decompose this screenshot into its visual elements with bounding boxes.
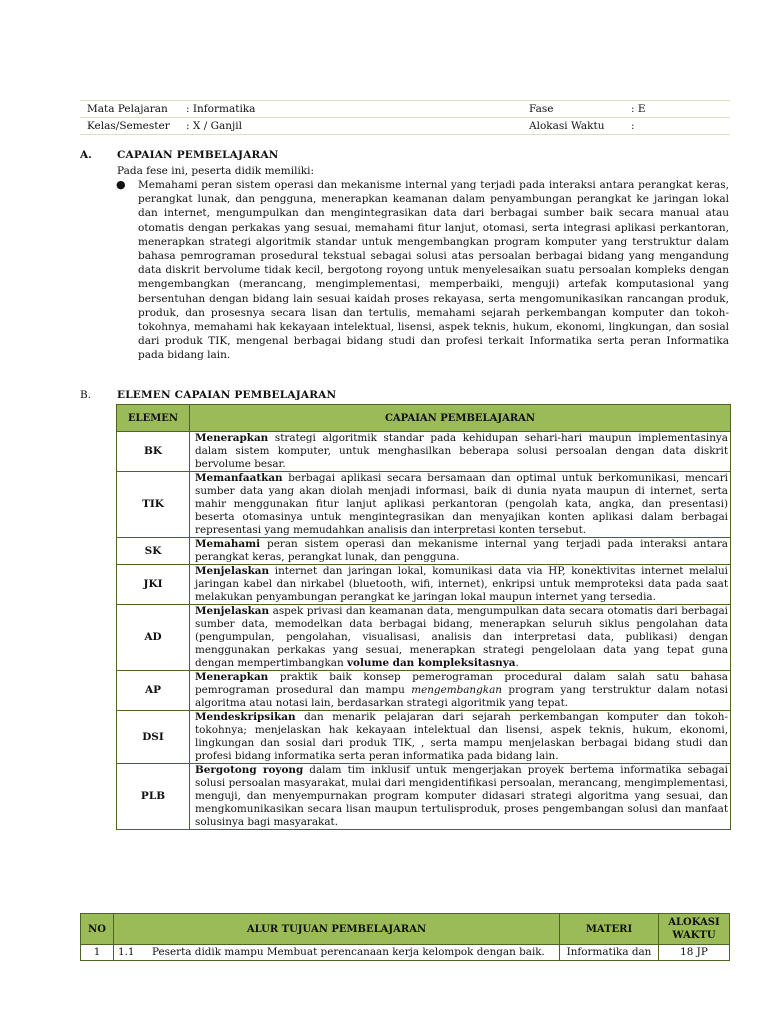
element-verb: Menerapkan <box>195 432 269 444</box>
section-a-letter: A. <box>80 149 92 161</box>
col-cp: CAPAIAN PEMBELAJARAN <box>190 405 731 432</box>
phase-label: Fase <box>529 103 554 115</box>
time-label: Alokasi Waktu <box>529 120 605 132</box>
element-desc <box>190 671 731 711</box>
col-alur: ALUR TUJUAN PEMBELAJARAN <box>114 914 560 945</box>
element-code: TIK <box>117 472 190 538</box>
table-row <box>117 605 731 671</box>
element-verb: Memahami <box>195 538 261 550</box>
element-desc <box>190 764 731 830</box>
atp-sub-number: 1.1 <box>118 946 135 958</box>
element-text: dalam tim inklusif untuk mengerjakan proyek bertema informatika sebagai solusi persoalan masyarakat, mulai dari mengidentifikasi persoalan, merancang, mengimplementasi, menguji, dan menyempurnakan program komputer didasari strategi algoritma yang sesuai, dan mengkomunikasikan secara lisan maupun tertulisproduk, proses pengembangan solusi dan manfaat solusinya bagi masyarakat. <box>195 764 728 828</box>
class-value: : X / Ganjil <box>186 120 242 132</box>
element-code: AP <box>117 671 190 711</box>
atp-table <box>80 913 730 961</box>
section-b-title: ELEMEN CAPAIAN PEMBELAJARAN <box>117 389 337 401</box>
element-verb: Bergotong royong <box>195 764 304 776</box>
time-value: : <box>631 120 635 132</box>
element-code: AD <box>117 605 190 671</box>
element-tail: . <box>515 657 519 669</box>
element-desc <box>190 711 731 764</box>
atp-alokasi: 18 JP <box>659 945 730 961</box>
element-code: PLB <box>117 764 190 830</box>
bullet-icon: ● <box>116 178 126 191</box>
element-verb: Menerapkan <box>195 671 269 683</box>
element-bold-tail: volume dan kompleksitasnya <box>346 657 516 669</box>
table-row <box>81 945 730 961</box>
element-text: aspek privasi dan keamanan data, mengumpulkan data secara otomatis dari berbagai sumber data, memodelkan data berbagai bidang, menerapkan seluruh siklus pengolahan data (pengumpulan, pengolahan, visualisasi, analisis dan interpretasi data, publikasi) dengan menggunakan perkakas yang sesuai, menerapkan strategi pengelolaan data yang tepat guna dengan mempertimbangkan <box>195 605 728 669</box>
col-element: ELEMEN <box>117 405 190 432</box>
table-row <box>117 711 731 764</box>
element-verb: Memanfaatkan <box>195 472 283 484</box>
atp-goal <box>114 945 560 961</box>
phase-value: : E <box>631 103 646 115</box>
element-desc <box>190 432 731 472</box>
atp-materi: Informatika dan <box>560 945 659 961</box>
element-text: strategi algoritmik standar pada kehidupan sehari-hari maupun implementasinya dalam sistem komputer, untuk menghasilkan beberapa solusi persoalan dengan data diskrit bervolume besar. <box>195 432 728 470</box>
element-desc <box>190 565 731 605</box>
element-code: JKI <box>117 565 190 605</box>
section-a-bullet: Memahami peran sistem operasi dan mekanisme internal yang terjadi pada interaksi antara perangkat keras, perangkat lunak, dan pengguna, menerapkan keamanan dalam penyambungan perangkat ke jaringan lokal dan internet, mengumpulkan dan mengintegrasikan data dari berbagai sumber baik secara manual atau otomatis dengan perkakas yang sesuai, memahami fitur lanjut, otomasi, serta integrasi aplikasi perkantoran, menerapkan strategi algoritmik standar untuk mengembangkan program komputer yang terstruktur dalam bahasa pemrograman prosedural tekstual sebagai solusi atas persoalan berbagai bidang yang mengandung data diskrit bervolume tidak kecil, bergotong royong untuk menyelesaikan suatu persoalan kompleks dengan mengembangkan (merancang, mengimplementasi, memperbaiki, menguji) artefak komputasional yang bersentuhan dengan bidang lain sesuai kaidah proses rekayasa, serta mengomunikasikan rancangan produk, produk, dan prosesnya secara lisan dan tertulis, memahami sejarah perkembangan komputer dan tokoh-tokohnya, memahami hak kekayaan intelektual, lisensi, aspek teknis, hukum, ekonomi, lingkungan, dan sosial dari produk TIK, mengenal berbagai bidang studi dan profesi terkait Informatika serta peran Informatika pada bidang lain. <box>138 179 729 362</box>
element-table <box>116 404 731 830</box>
header-info <box>80 100 730 135</box>
header-row-1 <box>80 101 730 117</box>
atp-no: 1 <box>81 945 114 961</box>
element-text: berbagai aplikasi secara bersamaan dan optimal untuk berkomunikasi, mencari sumber data yang akan diolah menjadi informasi, baik di dunia nyata maupun di internet, serta mahir menggunakan fitur lanjut aplikasi perkantoran (pengolah kata, angka, dan presentasi) beserta otomasinya untuk mengintegrasikan dan menyajikan konten aplikasi dalam berbagai representasi yang memudahkan analisis dan interpretasi konten tersebut. <box>195 472 728 536</box>
table-row <box>117 472 731 538</box>
col-no: NO <box>81 914 114 945</box>
col-materi: MATERI <box>560 914 659 945</box>
atp-goal-text: Peserta didik mampu Membuat perencanaan kerja kelompok dengan baik. <box>152 946 545 958</box>
col-alokasi: ALOKASI WAKTU <box>659 914 730 945</box>
element-verb: Menjelaskan <box>195 565 270 577</box>
section-b-letter: B. <box>80 389 92 401</box>
subject-value: : Informatika <box>186 103 256 115</box>
table-row <box>117 432 731 472</box>
table-row <box>117 538 731 565</box>
element-italic: mengembangkan <box>411 684 502 696</box>
element-code: DSI <box>117 711 190 764</box>
element-code: SK <box>117 538 190 565</box>
table-row <box>117 764 731 830</box>
atp-table-header <box>81 914 730 945</box>
element-text: dan menarik pelajaran dari sejarah perkembangan komputer dan tokoh-tokohnya; menjelaskan hak kekayaan intelektual dan lisensi, aspek teknis, hukum, ekonomi, lingkungan dan sosial dari produk TIK, , serta mampu menjelaskan berbagai bidang studi dan profesi bidang informatika serta peran informatika pada bidang lain. <box>195 711 728 762</box>
table-row <box>117 565 731 605</box>
section-a-intro: Pada fese ini, peserta didik memiliki: <box>117 165 315 177</box>
element-table-header <box>117 405 731 432</box>
element-code: BK <box>117 432 190 472</box>
element-verb: Mendeskripsikan <box>195 711 296 723</box>
element-tail: program yang terstruktur dalam notasi algoritma atau notasi lain, berdasarkan strategi algoritmik yang tepat. <box>195 684 728 709</box>
element-desc <box>190 605 731 671</box>
element-desc <box>190 472 731 538</box>
element-text: internet dan jaringan lokal, komunikasi data via HP, konektivitas internet melalui jaringan kabel dan nirkabel (bluetooth, wifi, internet), enkripsi untuk memproteksi data pada saat melakukan penyambungan perangkat ke jaringan lokal maupun internet yang tersedia. <box>195 565 728 603</box>
class-label: Kelas/Semester <box>87 120 170 132</box>
element-text: praktik baik konsep pemerograman procedural dalam salah satu bahasa pemrograman prosedural dan mampu <box>195 671 728 696</box>
table-row <box>117 671 731 711</box>
element-text: peran sistem operasi dan mekanisme internal yang terjadi pada interaksi antara perangkat keras, perangkat lunak, dan pengguna. <box>195 538 728 563</box>
element-verb: Menjelaskan <box>195 605 270 617</box>
element-desc <box>190 538 731 565</box>
header-row-2 <box>80 117 730 134</box>
subject-label: Mata Pelajaran <box>87 103 168 115</box>
section-a-title: CAPAIAN PEMBELAJARAN <box>117 149 279 161</box>
